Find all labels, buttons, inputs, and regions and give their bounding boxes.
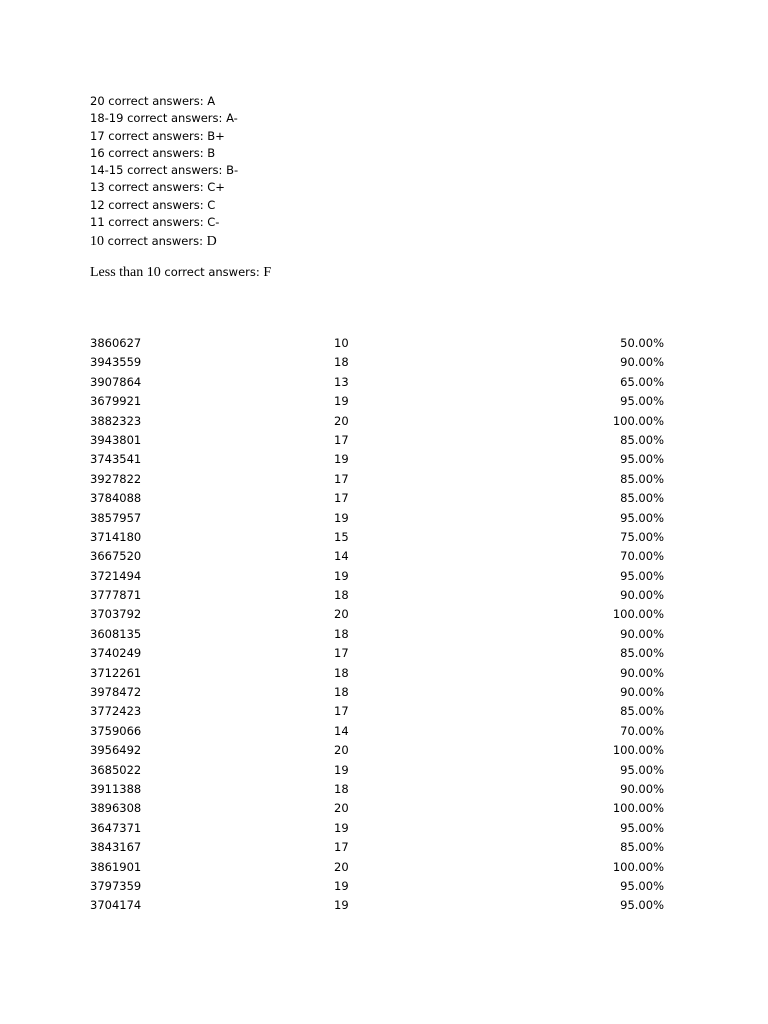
correct-count: 20	[334, 607, 349, 622]
student-id: 3927822	[90, 471, 142, 486]
student-id: 3784088	[90, 491, 142, 506]
score-row	[90, 605, 664, 624]
score-percent: 95.00%	[620, 510, 664, 525]
scale-grade: B+	[207, 128, 225, 143]
score-percent: 90.00%	[620, 588, 664, 603]
grading-scale-line	[90, 128, 238, 145]
scale-range: 20	[90, 94, 105, 108]
student-id: 3647371	[90, 820, 142, 835]
scale-grade: B-	[226, 163, 239, 178]
score-percent: 95.00%	[620, 568, 664, 583]
correct-count: 19	[334, 452, 349, 467]
correct-count: 19	[334, 762, 349, 777]
student-id: 3943559	[90, 355, 142, 370]
score-percent: 95.00%	[620, 820, 664, 835]
score-row	[90, 819, 664, 838]
score-row	[90, 761, 664, 780]
fail-prefix: Less than	[90, 265, 147, 280]
score-percent: 100.00%	[612, 607, 664, 622]
student-id: 3843167	[90, 840, 142, 855]
scale-label: correct answers:	[104, 94, 208, 108]
score-row	[90, 489, 664, 508]
score-row	[90, 625, 664, 644]
student-id: 3667520	[90, 549, 142, 564]
student-id: 3685022	[90, 762, 142, 777]
score-row	[90, 450, 664, 469]
scale-label: correct answers:	[123, 111, 227, 126]
score-row	[90, 780, 664, 799]
score-percent: 50.00%	[620, 336, 664, 350]
score-percent: 85.00%	[620, 840, 664, 855]
correct-count: 19	[334, 568, 349, 583]
score-row	[90, 412, 664, 431]
correct-count: 19	[334, 898, 349, 913]
score-row	[90, 547, 664, 566]
correct-count: 19	[334, 820, 349, 835]
student-id: 3911388	[90, 781, 142, 796]
scale-grade: C-	[207, 215, 220, 230]
score-percent: 90.00%	[620, 626, 664, 641]
student-id: 3712261	[90, 665, 142, 680]
score-percent: 100.00%	[612, 801, 664, 816]
scale-grade: C	[207, 197, 216, 212]
score-row	[90, 470, 664, 489]
scale-grade: B	[207, 145, 216, 160]
score-percent: 95.00%	[620, 394, 664, 409]
student-id: 3857957	[90, 510, 142, 525]
fail-range: 10	[146, 265, 161, 280]
score-percent: 95.00%	[620, 452, 664, 467]
correct-count: 18	[334, 685, 349, 700]
score-row	[90, 858, 664, 877]
score-percent: 70.00%	[620, 549, 664, 564]
grading-scale-line	[90, 145, 238, 162]
score-row	[90, 683, 664, 702]
fail-label: correct answers:	[160, 265, 264, 279]
score-row	[90, 431, 664, 450]
score-row	[90, 896, 664, 915]
fail-threshold-line	[90, 265, 271, 281]
grading-scale-line	[90, 110, 238, 127]
scale-grade: D	[206, 234, 217, 250]
score-row	[90, 353, 664, 372]
score-percent: 75.00%	[620, 529, 664, 544]
score-percent: 90.00%	[620, 685, 664, 700]
score-row	[90, 799, 664, 818]
student-id: 3772423	[90, 704, 142, 719]
correct-count: 19	[334, 510, 349, 525]
score-row	[90, 373, 664, 392]
scale-label: correct answers:	[123, 163, 227, 178]
score-percent: 85.00%	[620, 471, 664, 486]
scale-label: correct answers:	[104, 215, 208, 230]
correct-count: 18	[334, 665, 349, 680]
score-percent: 100.00%	[612, 743, 664, 758]
student-id: 3777871	[90, 588, 142, 603]
correct-count: 10	[334, 336, 349, 350]
student-id: 3743541	[90, 452, 142, 467]
student-id: 3896308	[90, 801, 142, 816]
correct-count: 19	[334, 394, 349, 409]
grading-scale-line	[90, 214, 238, 231]
grading-scale	[90, 93, 238, 251]
score-row	[90, 509, 664, 528]
student-id: 3608135	[90, 626, 142, 641]
score-row	[90, 741, 664, 760]
score-percent: 90.00%	[620, 781, 664, 796]
student-id: 3703792	[90, 607, 142, 622]
score-table	[90, 334, 664, 916]
student-id: 3861901	[90, 859, 142, 874]
correct-count: 15	[334, 529, 349, 544]
scale-grade: A-	[226, 111, 238, 126]
fail-grade: F	[263, 265, 272, 280]
score-row	[90, 877, 664, 896]
score-percent: 85.00%	[620, 432, 664, 447]
student-id: 3978472	[90, 685, 142, 700]
student-id: 3759066	[90, 723, 142, 738]
score-row	[90, 334, 664, 353]
correct-count: 20	[334, 801, 349, 816]
scale-label: correct answers:	[104, 145, 208, 160]
score-row	[90, 567, 664, 586]
score-percent: 95.00%	[620, 898, 664, 913]
score-percent: 70.00%	[620, 723, 664, 738]
score-row	[90, 644, 664, 663]
score-percent: 85.00%	[620, 491, 664, 506]
score-row	[90, 664, 664, 683]
score-row	[90, 838, 664, 857]
score-percent: 95.00%	[620, 878, 664, 893]
student-id: 3860627	[90, 336, 142, 350]
score-percent: 90.00%	[620, 665, 664, 680]
score-row	[90, 722, 664, 741]
scale-label: correct answers:	[104, 234, 207, 249]
score-row	[90, 586, 664, 605]
scale-label: correct answers:	[104, 128, 208, 143]
score-percent: 85.00%	[620, 646, 664, 661]
scale-range: 16	[90, 145, 105, 160]
score-percent: 95.00%	[620, 762, 664, 777]
score-percent: 100.00%	[612, 413, 664, 428]
correct-count: 17	[334, 432, 349, 447]
grading-scale-line	[90, 197, 238, 214]
scale-grade: A	[207, 94, 216, 108]
correct-count: 19	[334, 878, 349, 893]
scale-range: 12	[90, 197, 105, 212]
student-id: 3797359	[90, 878, 142, 893]
correct-count: 18	[334, 781, 349, 796]
score-row	[90, 702, 664, 721]
grading-scale-line	[90, 179, 238, 196]
correct-count: 13	[334, 374, 349, 389]
correct-count: 18	[334, 626, 349, 641]
correct-count: 17	[334, 491, 349, 506]
student-id: 3714180	[90, 529, 142, 544]
student-id: 3943801	[90, 432, 142, 447]
student-id: 3679921	[90, 394, 142, 409]
scale-label: correct answers:	[104, 180, 208, 195]
student-id: 3721494	[90, 568, 142, 583]
correct-count: 20	[334, 743, 349, 758]
score-percent: 90.00%	[620, 355, 664, 370]
correct-count: 17	[334, 471, 349, 486]
scale-range: 18-19	[90, 111, 124, 126]
scale-range: 13	[90, 180, 105, 195]
student-id: 3704174	[90, 898, 142, 913]
score-row	[90, 392, 664, 411]
score-percent: 65.00%	[620, 374, 664, 389]
correct-count: 17	[334, 840, 349, 855]
scale-range: 14-15	[90, 163, 124, 178]
correct-count: 14	[334, 549, 349, 564]
correct-count: 17	[334, 646, 349, 661]
student-id: 3740249	[90, 646, 142, 661]
scale-label: correct answers:	[104, 197, 208, 212]
student-id: 3882323	[90, 413, 142, 428]
student-id: 3956492	[90, 743, 142, 758]
score-row	[90, 528, 664, 547]
correct-count: 20	[334, 859, 349, 874]
correct-count: 20	[334, 413, 349, 428]
grading-scale-line	[90, 162, 238, 179]
scale-range: 10	[90, 234, 104, 250]
scale-range: 17	[90, 128, 105, 143]
student-id: 3907864	[90, 374, 142, 389]
grading-scale-line	[90, 93, 238, 110]
scale-range: 11	[90, 215, 105, 230]
score-percent: 85.00%	[620, 704, 664, 719]
correct-count: 17	[334, 704, 349, 719]
scale-grade: C+	[207, 180, 225, 195]
correct-count: 18	[334, 355, 349, 370]
grading-scale-line	[90, 232, 238, 251]
correct-count: 14	[334, 723, 349, 738]
score-percent: 100.00%	[612, 859, 664, 874]
correct-count: 18	[334, 588, 349, 603]
